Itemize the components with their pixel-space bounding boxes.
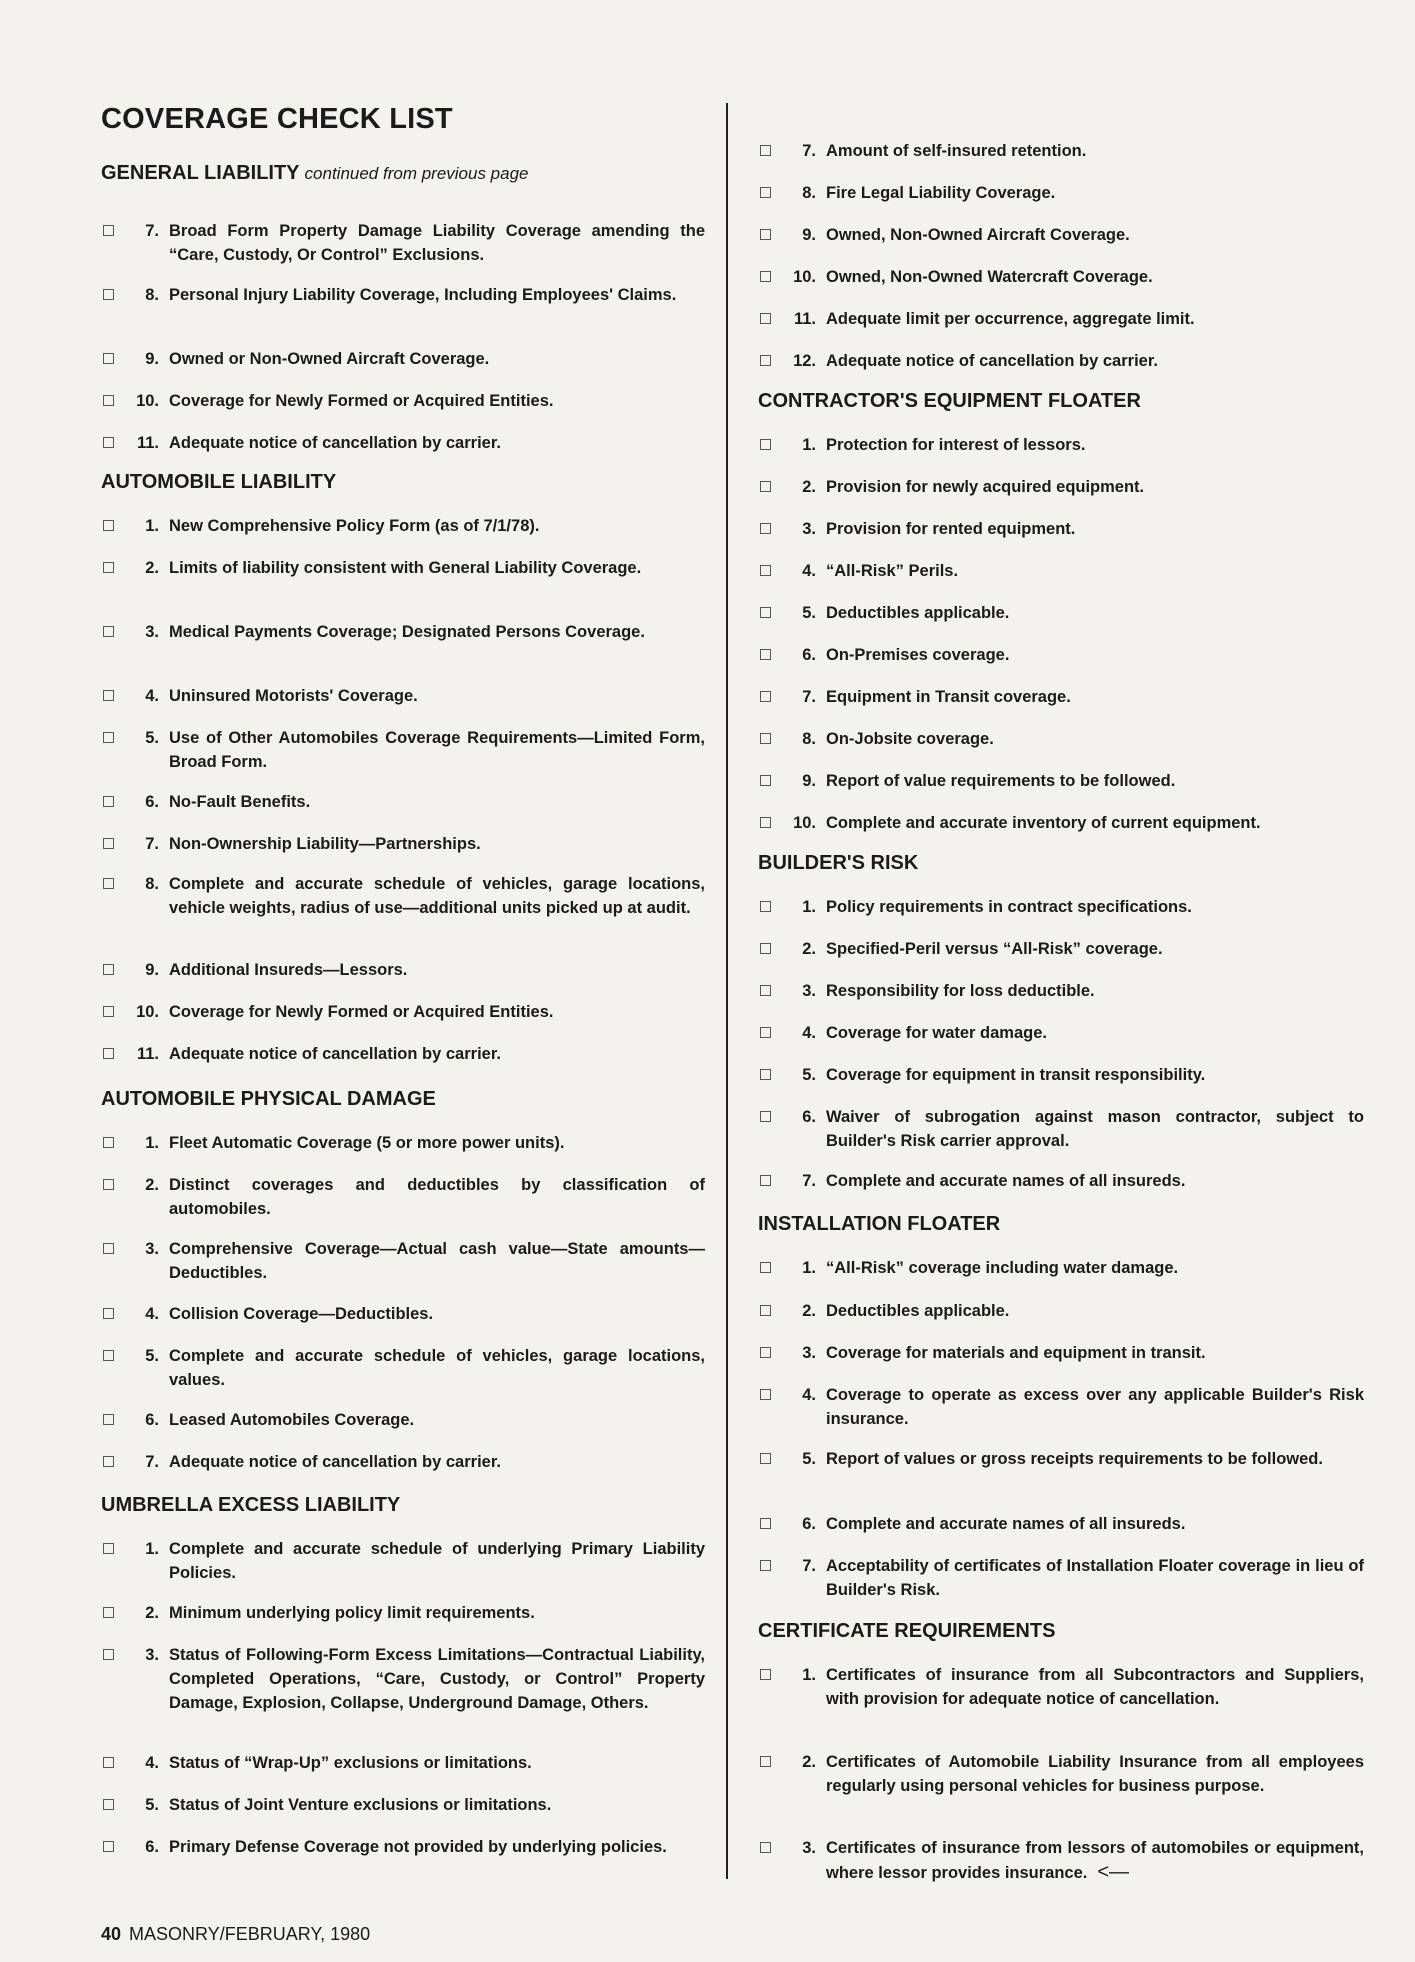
list-item [758, 685, 1364, 709]
list-item [101, 1000, 705, 1024]
checkbox[interactable] [103, 732, 114, 743]
checkbox[interactable] [760, 523, 771, 534]
item-text: Provision for rented equipment. [826, 520, 1076, 538]
item-text: Collision Coverage—Deductibles. [169, 1305, 434, 1323]
item-number: 8. [145, 875, 159, 893]
item-text: Responsibility for loss deductible. [826, 982, 1095, 1000]
list-item [758, 1299, 1364, 1323]
item-number: 4. [802, 1386, 816, 1404]
list-item [101, 1537, 705, 1585]
list-item [758, 1105, 1364, 1153]
continued-note: continued from previous page [304, 164, 529, 183]
item-number: 10. [136, 392, 159, 410]
automobile-liability-heading: AUTOMOBILE LIABILITY [101, 471, 337, 493]
item-text: Deductibles applicable. [826, 604, 1010, 622]
item-number: 7. [145, 1453, 159, 1471]
item-text-content: Certificates of insurance from lessors of automobiles or equipment, where lessor provides insurance. [826, 1839, 1364, 1882]
item-text [826, 1836, 1364, 1885]
list-item [101, 1751, 705, 1775]
list-item [101, 1408, 705, 1432]
item-number: 2. [802, 478, 816, 496]
checkbox[interactable] [760, 1111, 771, 1122]
checkbox[interactable] [103, 878, 114, 889]
list-item [758, 1063, 1364, 1087]
checkbox[interactable] [103, 395, 114, 406]
list-item [758, 1750, 1364, 1798]
checkbox[interactable] [103, 1137, 114, 1148]
item-text: Amount of self-insured retention. [826, 142, 1087, 160]
list-item [758, 181, 1364, 205]
list-item [758, 601, 1364, 625]
checkbox[interactable] [760, 1560, 771, 1571]
checkbox[interactable] [760, 943, 771, 954]
checkbox[interactable] [760, 187, 771, 198]
list-item [101, 1835, 705, 1859]
item-number: 11. [793, 310, 816, 328]
umbrella-excess-liability-heading: UMBRELLA EXCESS LIABILITY [101, 1494, 401, 1516]
item-text: Distinct coverages and deductibles by classification of automobiles. [169, 1176, 705, 1218]
item-number: 5. [802, 604, 816, 622]
item-number: 2. [802, 940, 816, 958]
checkbox[interactable] [760, 481, 771, 492]
item-text: Primary Defense Coverage not provided by underlying policies. [169, 1838, 667, 1856]
item-text: Coverage for equipment in transit responsibility. [826, 1066, 1206, 1084]
item-number: 7. [145, 835, 159, 853]
list-item [101, 1344, 705, 1392]
checkbox[interactable] [103, 690, 114, 701]
list-item [758, 895, 1364, 919]
automobile-physical-damage-heading: AUTOMOBILE PHYSICAL DAMAGE [101, 1088, 436, 1110]
list-item [758, 1554, 1364, 1602]
item-text: Certificates of Automobile Liability Insurance from all employees regularly using personal vehicles for business purpose. [826, 1753, 1364, 1795]
item-text: Adequate notice of cancellation by carrier. [169, 1453, 501, 1471]
item-number: 3. [145, 623, 159, 641]
checkbox[interactable] [103, 1048, 114, 1059]
item-text: On-Premises coverage. [826, 646, 1010, 664]
checkbox[interactable] [103, 1006, 114, 1017]
list-item [758, 265, 1364, 289]
item-text: Complete and accurate names of all insureds. [826, 1172, 1186, 1190]
item-text: Owned, Non-Owned Aircraft Coverage. [826, 226, 1130, 244]
checkbox[interactable] [760, 1389, 771, 1400]
item-number: 3. [802, 1839, 816, 1857]
item-number: 2. [145, 1176, 159, 1194]
checkbox[interactable] [103, 796, 114, 807]
item-text: Complete and accurate schedule of vehicles, garage locations, vehicle weights, radius of use—additional units picked up at audit. [169, 875, 705, 917]
item-text: Fleet Automatic Coverage (5 or more power units). [169, 1134, 565, 1152]
item-text: Adequate notice of cancellation by carrier. [826, 352, 1158, 370]
checkbox[interactable] [760, 229, 771, 240]
checkbox[interactable] [760, 1262, 771, 1273]
list-item [758, 139, 1364, 163]
item-number: 7. [802, 1557, 816, 1575]
item-number: 2. [145, 559, 159, 577]
item-number: 4. [145, 1305, 159, 1323]
item-number: 3. [145, 1240, 159, 1258]
item-number: 6. [802, 646, 816, 664]
item-number: 3. [802, 982, 816, 1000]
checkbox[interactable] [103, 1456, 114, 1467]
list-item [758, 979, 1364, 1003]
list-item [101, 347, 705, 371]
item-number: 10. [793, 814, 816, 832]
item-number: 6. [145, 793, 159, 811]
item-number: 8. [145, 286, 159, 304]
item-number: 5. [802, 1450, 816, 1468]
list-item [101, 1601, 705, 1625]
checkbox[interactable] [760, 271, 771, 282]
checkbox[interactable] [760, 145, 771, 156]
item-text: Complete and accurate schedule of underlying Primary Liability Policies. [169, 1540, 705, 1582]
item-number: 4. [145, 687, 159, 705]
checkbox[interactable] [760, 1347, 771, 1358]
item-text: Coverage for Newly Formed or Acquired Entities. [169, 1003, 554, 1021]
checkbox[interactable] [103, 353, 114, 364]
item-number: 7. [145, 222, 159, 240]
list-item [101, 556, 705, 580]
item-text: Comprehensive Coverage—Actual cash value—State amounts—Deductibles. [169, 1240, 705, 1282]
item-number: 9. [802, 226, 816, 244]
item-text: Acceptability of certificates of Installation Floater coverage in lieu of Builder's Risk. [826, 1557, 1364, 1599]
list-item [758, 1256, 1364, 1280]
checkbox[interactable] [760, 985, 771, 996]
list-item [101, 431, 705, 455]
item-text: Waiver of subrogation against mason contractor, subject to Builder's Risk carrier approval. [826, 1108, 1364, 1150]
checkbox[interactable] [103, 838, 114, 849]
checkbox[interactable] [760, 1518, 771, 1529]
checkbox[interactable] [103, 1179, 114, 1190]
item-text: Complete and accurate names of all insureds. [826, 1515, 1186, 1533]
item-text: Owned, Non-Owned Watercraft Coverage. [826, 268, 1153, 286]
item-number: 3. [145, 1646, 159, 1664]
item-number: 6. [802, 1515, 816, 1533]
checkbox[interactable] [760, 817, 771, 828]
list-item [101, 1450, 705, 1474]
checkbox[interactable] [103, 225, 114, 236]
list-item [758, 1447, 1364, 1471]
item-number: 11. [136, 1045, 159, 1063]
item-text: Coverage for materials and equipment in transit. [826, 1344, 1206, 1362]
checkbox[interactable] [760, 1069, 771, 1080]
list-item [101, 283, 705, 307]
item-text: Report of value requirements to be followed. [826, 772, 1176, 790]
item-number: 5. [802, 1066, 816, 1084]
item-number: 3. [802, 1344, 816, 1362]
item-number: 1. [802, 1666, 816, 1684]
item-number: 1. [802, 898, 816, 916]
item-text: “All-Risk” Perils. [826, 562, 959, 580]
item-text: No-Fault Benefits. [169, 793, 311, 811]
item-number: 6. [145, 1838, 159, 1856]
checkbox[interactable] [103, 964, 114, 975]
page-title: COVERAGE CHECK LIST [101, 103, 453, 135]
item-text: Report of values or gross receipts requirements to be followed. [826, 1450, 1323, 1468]
item-text: Policy requirements in contract specifications. [826, 898, 1192, 916]
item-text: Limits of liability consistent with General Liability Coverage. [169, 559, 642, 577]
section-heading-text: GENERAL LIABILITY [101, 162, 300, 184]
checkbox[interactable] [760, 355, 771, 366]
item-text: Status of Joint Venture exclusions or limitations. [169, 1796, 552, 1814]
item-number: 5. [145, 1347, 159, 1365]
item-number: 9. [802, 772, 816, 790]
checkbox[interactable] [103, 562, 114, 573]
item-text: Complete and accurate inventory of current equipment. [826, 814, 1261, 832]
checkbox[interactable] [760, 1756, 771, 1767]
list-item [758, 811, 1364, 835]
item-text: Coverage for Newly Formed or Acquired Entities. [169, 392, 554, 410]
item-text: Leased Automobiles Coverage. [169, 1411, 415, 1429]
list-item [758, 1383, 1364, 1431]
contractors-equipment-floater-heading: CONTRACTOR'S EQUIPMENT FLOATER [758, 390, 1141, 412]
list-item [758, 1169, 1364, 1193]
item-number: 1. [145, 517, 159, 535]
list-item [101, 726, 705, 774]
checkbox[interactable] [103, 289, 114, 300]
list-item [758, 727, 1364, 751]
item-text: Personal Injury Liability Coverage, Including Employees' Claims. [169, 286, 677, 304]
item-text: Certificates of insurance from all Subcontractors and Suppliers, with provision for adequate notice of cancellation. [826, 1666, 1364, 1708]
list-item [758, 937, 1364, 961]
item-text: Fire Legal Liability Coverage. [826, 184, 1056, 202]
list-item [758, 433, 1364, 457]
checkbox[interactable] [103, 1243, 114, 1254]
item-number: 1. [145, 1540, 159, 1558]
item-text: Broad Form Property Damage Liability Coverage amending the “Care, Custody, Or Control” Exclusions. [169, 222, 705, 264]
installation-floater-heading: INSTALLATION FLOATER [758, 1213, 1001, 1235]
checkbox[interactable] [760, 1305, 771, 1316]
item-text: Adequate limit per occurrence, aggregate limit. [826, 310, 1195, 328]
list-item [101, 1237, 705, 1285]
item-text: Minimum underlying policy limit requirements. [169, 1604, 535, 1622]
item-text: Status of “Wrap-Up” exclusions or limitations. [169, 1754, 532, 1772]
item-text: Equipment in Transit coverage. [826, 688, 1071, 706]
item-number: 11. [136, 434, 159, 452]
list-item [101, 958, 705, 982]
checkbox[interactable] [760, 691, 771, 702]
list-item [101, 1042, 705, 1066]
list-item [758, 1021, 1364, 1045]
item-text: Coverage for water damage. [826, 1024, 1047, 1042]
list-item [101, 620, 705, 644]
continue-arrow-icon: <— [1097, 1861, 1130, 1883]
item-text: Specified-Peril versus “All-Risk” coverage. [826, 940, 1163, 958]
checkbox[interactable] [760, 313, 771, 324]
item-number: 2. [802, 1753, 816, 1771]
list-item [758, 475, 1364, 499]
checkbox[interactable] [760, 565, 771, 576]
item-text: Protection for interest of lessors. [826, 436, 1086, 454]
checkbox[interactable] [103, 1414, 114, 1425]
checkbox[interactable] [103, 626, 114, 637]
column-divider [726, 103, 728, 1879]
item-number: 8. [802, 730, 816, 748]
item-number: 1. [802, 436, 816, 454]
item-number: 4. [802, 1024, 816, 1042]
checkbox[interactable] [103, 1841, 114, 1852]
checkbox[interactable] [103, 520, 114, 531]
checkbox[interactable] [760, 607, 771, 618]
list-item [758, 517, 1364, 541]
item-number: 9. [145, 961, 159, 979]
checkbox[interactable] [103, 1799, 114, 1810]
checkbox[interactable] [103, 1649, 114, 1660]
list-item [101, 684, 705, 708]
item-text: Deductibles applicable. [826, 1302, 1010, 1320]
list-item [758, 769, 1364, 793]
checkbox[interactable] [103, 1350, 114, 1361]
item-number: 7. [802, 688, 816, 706]
item-number: 6. [145, 1411, 159, 1429]
list-item [758, 307, 1364, 331]
list-item [101, 832, 705, 856]
item-number: 8. [802, 184, 816, 202]
list-item [101, 1173, 705, 1221]
checkbox[interactable] [760, 1842, 771, 1853]
builders-risk-heading: BUILDER'S RISK [758, 852, 919, 874]
item-number: 1. [145, 1134, 159, 1152]
list-item [101, 1793, 705, 1817]
item-number: 12. [793, 352, 816, 370]
general-liability-heading [101, 162, 529, 185]
item-number: 9. [145, 350, 159, 368]
item-number: 2. [145, 1604, 159, 1622]
list-item [758, 559, 1364, 583]
page-number: 40 [101, 1924, 122, 1944]
list-item [101, 790, 705, 814]
list-item [101, 1302, 705, 1326]
item-text: On-Jobsite coverage. [826, 730, 994, 748]
item-number: 3. [802, 520, 816, 538]
checkbox[interactable] [760, 1175, 771, 1186]
list-item [758, 1836, 1364, 1885]
list-item [758, 1512, 1364, 1536]
page-footer [101, 1924, 370, 1945]
checkbox[interactable] [103, 1757, 114, 1768]
checkbox[interactable] [760, 733, 771, 744]
checkbox[interactable] [760, 649, 771, 660]
item-text: Owned or Non-Owned Aircraft Coverage. [169, 350, 490, 368]
list-item [758, 643, 1364, 667]
item-text: Complete and accurate schedule of vehicles, garage locations, values. [169, 1347, 705, 1389]
list-item [758, 349, 1364, 373]
item-text: Use of Other Automobiles Coverage Requirements—Limited Form, Broad Form. [169, 729, 705, 771]
checkbox[interactable] [103, 1607, 114, 1618]
item-text: Adequate notice of cancellation by carrier. [169, 1045, 501, 1063]
item-number: 2. [802, 1302, 816, 1320]
list-item [101, 389, 705, 413]
item-number: 10. [136, 1003, 159, 1021]
item-number: 4. [145, 1754, 159, 1772]
checkbox[interactable] [103, 437, 114, 448]
item-number: 7. [802, 142, 816, 160]
item-text: New Comprehensive Policy Form (as of 7/1/78). [169, 517, 540, 535]
item-text: Coverage to operate as excess over any applicable Builder's Risk insurance. [826, 1386, 1364, 1428]
checkbox[interactable] [760, 1453, 771, 1464]
item-number: 5. [145, 729, 159, 747]
list-item [101, 1131, 705, 1155]
list-item [758, 1663, 1364, 1711]
item-text: Uninsured Motorists' Coverage. [169, 687, 418, 705]
publication-info: MASONRY/FEBRUARY, 1980 [129, 1924, 371, 1944]
checkbox[interactable] [760, 439, 771, 450]
checkbox[interactable] [103, 1308, 114, 1319]
certificate-requirements-heading: CERTIFICATE REQUIREMENTS [758, 1620, 1056, 1642]
item-text: “All-Risk” coverage including water damage. [826, 1259, 1179, 1277]
item-text: Status of Following-Form Excess Limitations—Contractual Liability, Completed Operations, “Care, Custody, or Control” Property Damage, Explosion, Collapse, Underground Damage, Others. [169, 1646, 705, 1712]
list-item [101, 514, 705, 538]
checkbox[interactable] [760, 1669, 771, 1680]
item-number: 1. [802, 1259, 816, 1277]
list-item [101, 1643, 705, 1715]
item-number: 4. [802, 562, 816, 580]
checkbox[interactable] [760, 1027, 771, 1038]
item-number: 10. [793, 268, 816, 286]
item-text: Provision for newly acquired equipment. [826, 478, 1145, 496]
item-number: 6. [802, 1108, 816, 1126]
item-text: Non-Ownership Liability—Partnerships. [169, 835, 481, 853]
checkbox[interactable] [760, 901, 771, 912]
item-text: Medical Payments Coverage; Designated Persons Coverage. [169, 623, 645, 641]
item-number: 5. [145, 1796, 159, 1814]
item-text: Adequate notice of cancellation by carrier. [169, 434, 501, 452]
list-item [101, 219, 705, 267]
checkbox[interactable] [103, 1543, 114, 1554]
list-item [758, 1341, 1364, 1365]
item-text: Additional Insureds—Lessors. [169, 961, 408, 979]
checkbox[interactable] [760, 775, 771, 786]
item-number: 7. [802, 1172, 816, 1190]
list-item [101, 872, 705, 920]
list-item [758, 223, 1364, 247]
